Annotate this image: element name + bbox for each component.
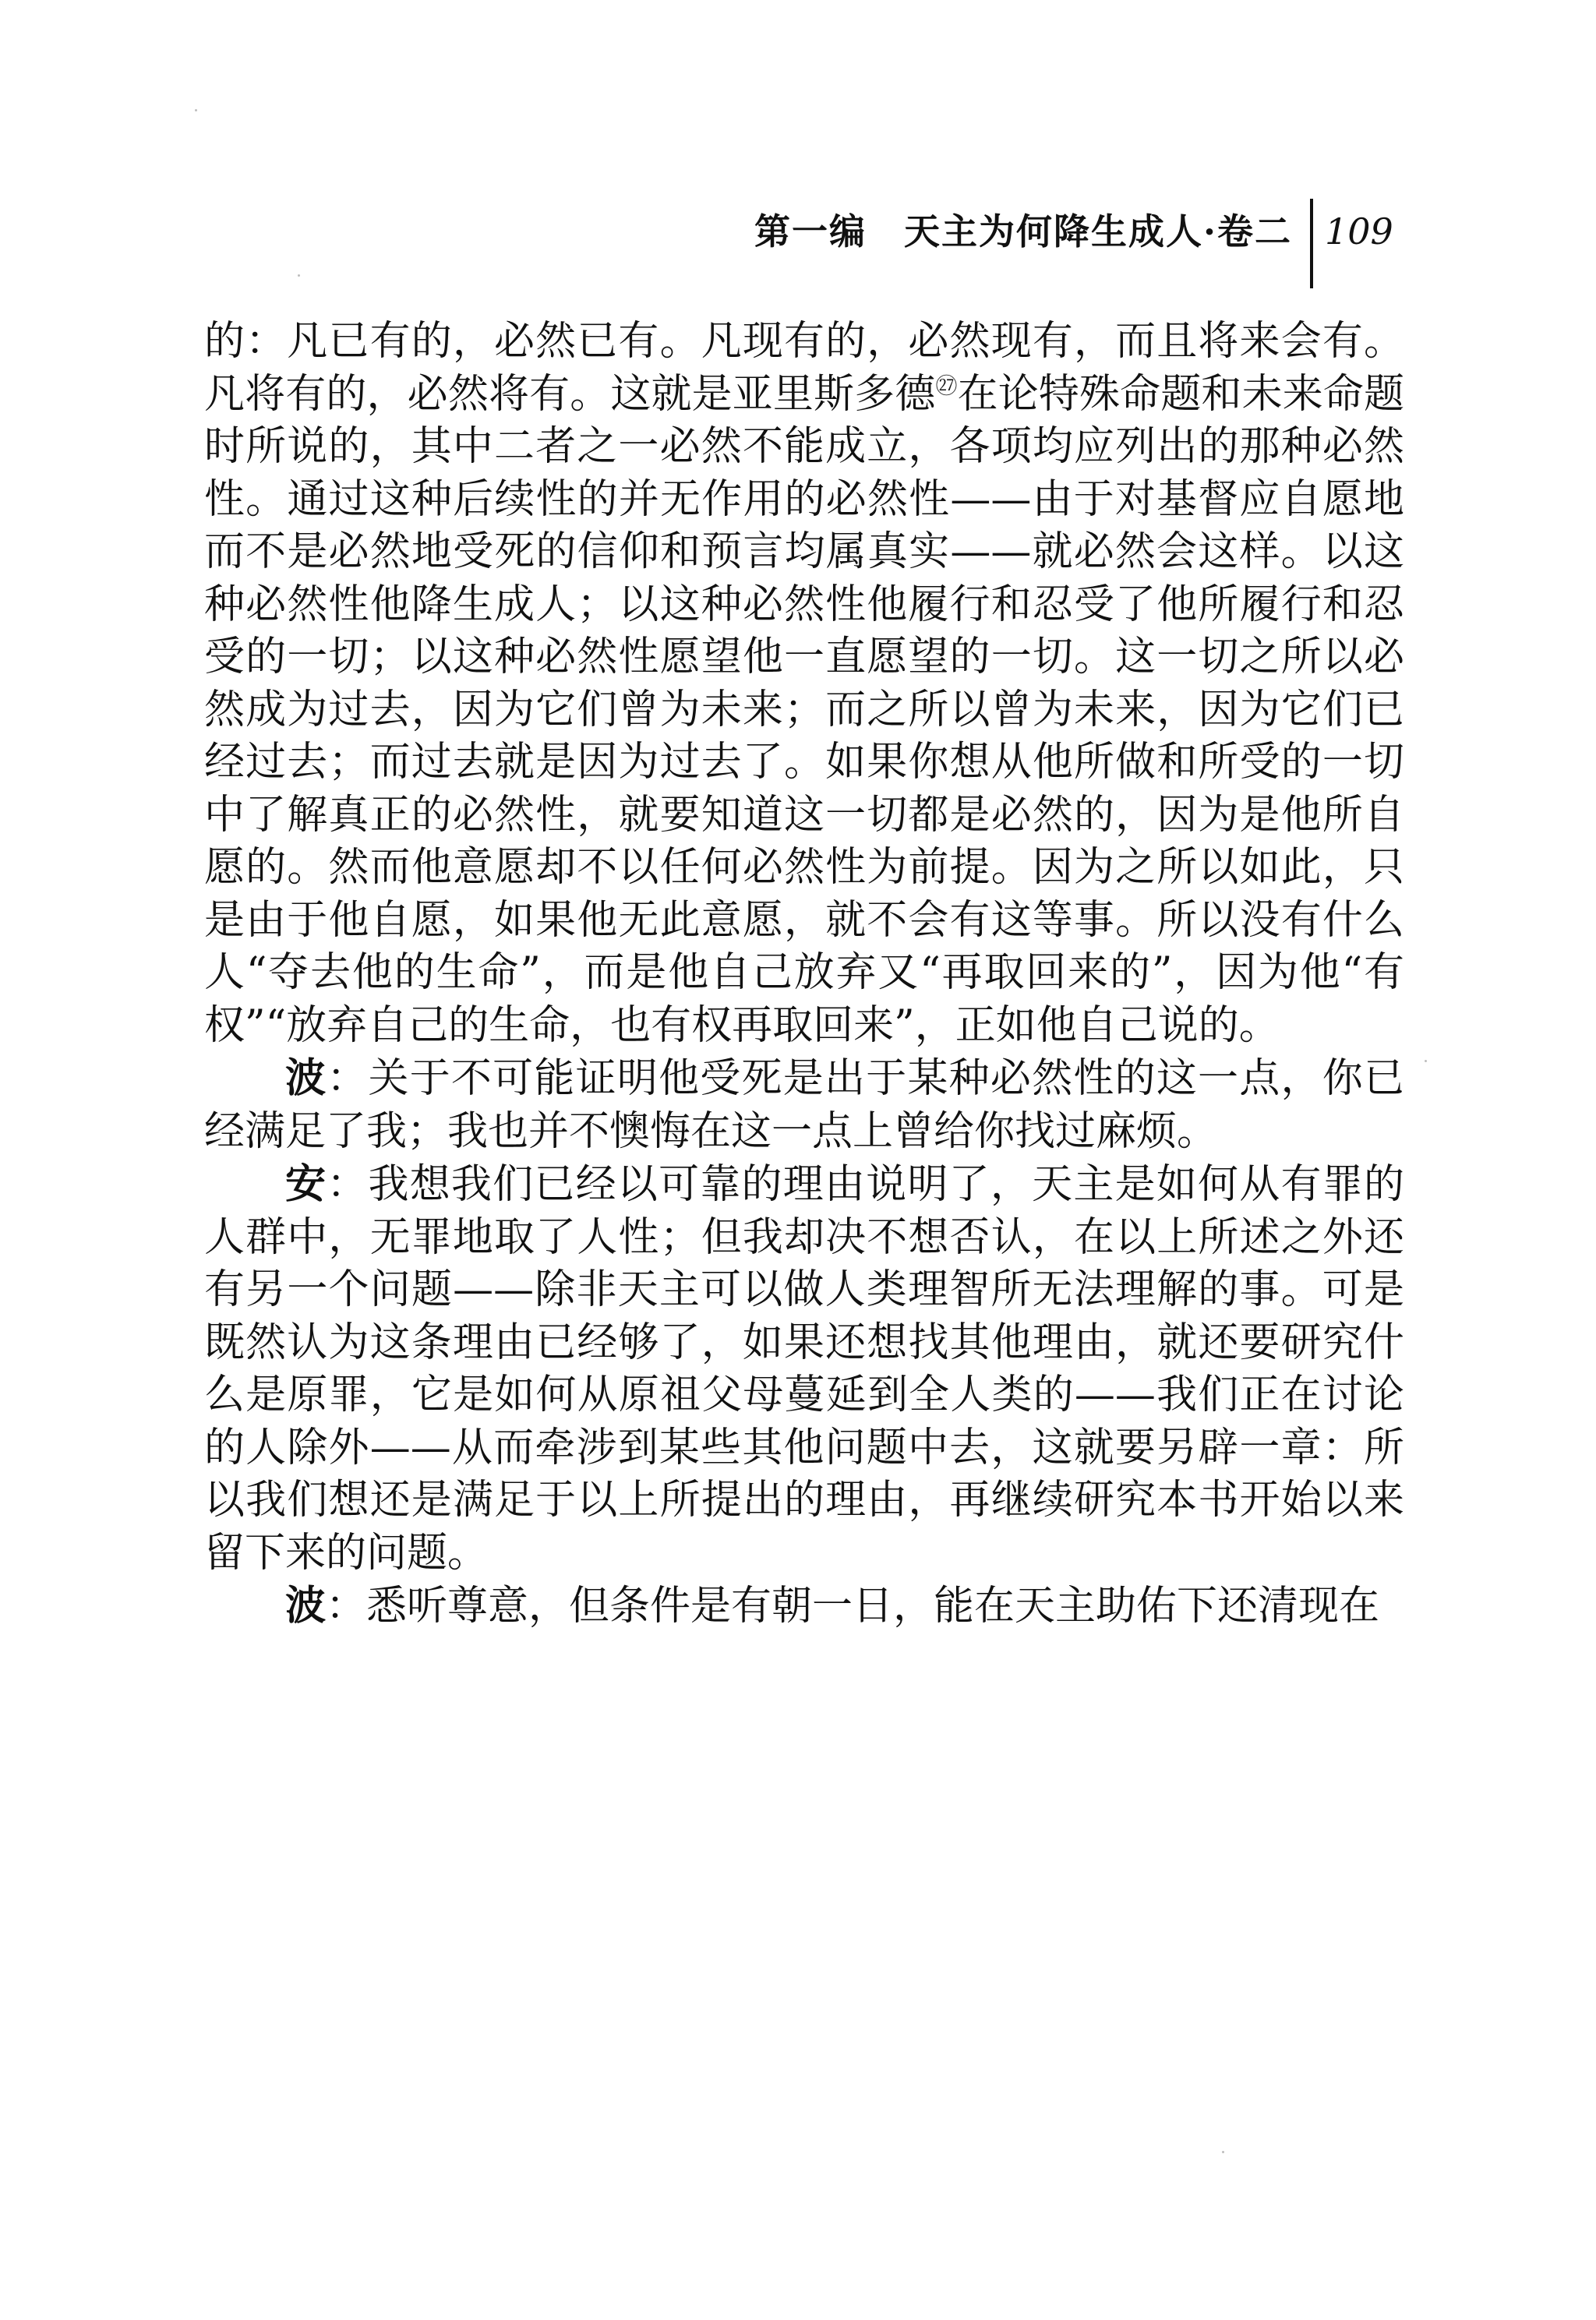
scan-speck — [1222, 2151, 1224, 2153]
header-divider-rule — [1310, 199, 1313, 288]
dialogue-paragraph-bo — [204, 1052, 1404, 1158]
speaker-label: 波 — [285, 1054, 327, 1102]
body-text — [204, 316, 1404, 1633]
footnote-reference: ㉗ — [935, 373, 958, 399]
scan-speck — [195, 109, 197, 111]
paragraph-text: ：关于不可能证明他受死是出于某种必然性的这一点，你已经满足了我；我也并不懊悔在这一点上曾给你找过麻烦。 — [204, 1055, 1404, 1155]
dialogue-paragraph-an — [204, 1158, 1404, 1580]
page-number: 109 — [1325, 210, 1393, 252]
paragraph-text: 在论特殊命题和未来命题时所说的，其中二者之一必然不能成立，各项均应列出的那种必然性。通过这种后续性的并无作用的必然性——由于对基督应自愿地而不是必然地受死的信仰和预言均属真实——就必然会这样。以这种必然性他降生成人；以这种必然性他履行和忍受了他所履行和忍受的一切；以这种必然性愿望他一直愿望的一切。这一切之所以必然成为过去，因为它们曾为未来；而之所以曾为未来，因为它们已经过去；而过去就是因为过去了。如果你想从他所做和所受的一切中了解真正的必然性，就要知道这一切都是必然的，因为是他所自愿的。然而他意愿却不以任何必然性为前提。因为之所以如此，只是由于他自愿，如果他无此意愿，就不会有这等事。所以没有什么人“夺去他的生命”，而是他自己放弃又“再取回来的”，因为他“有权”“放弃自己的生命，也有权再取回来”，正如他自己说的。 — [204, 370, 1404, 1049]
running-header-title: 第一编 天主为何降生成人·卷二 — [754, 210, 1293, 252]
scan-speck — [1425, 1060, 1427, 1062]
speaker-label: 安 — [285, 1160, 327, 1208]
paragraph-text: ：悉听尊意，但条件是有朝一日，能在天主助佑下还清现在 — [326, 1583, 1380, 1630]
scan-speck — [298, 274, 300, 277]
dialogue-paragraph-bo-2 — [204, 1580, 1404, 1633]
paragraph-text: 的：凡已有的，必然已有。凡现有的，必然现有，而且将来会有。凡将有的，必然将有。这就是亚里斯多德 — [204, 318, 1404, 418]
paragraph-continuation — [204, 316, 1404, 1052]
paragraph-text: ：我想我们已经以可靠的理由说明了，天主是如何从有罪的人群中，无罪地取了人性；但我却决不想否认，在以上所述之外还有另一个问题——除非天主可以做人类理智所无法理解的事。可是既然认为这条理由已经够了，如果还想找其他理由，就还要研究什么是原罪，它是如何从原祖父母蔓延到全人类的——我们正在讨论的人除外——从而牵涉到某些其他问题中去，这就要另辟一章：所以我们想还是满足于以上所提出的理由，再继续研究本书开始以来留下来的问题。 — [204, 1161, 1404, 1577]
running-header — [0, 199, 1596, 292]
speaker-label: 波 — [285, 1582, 327, 1630]
